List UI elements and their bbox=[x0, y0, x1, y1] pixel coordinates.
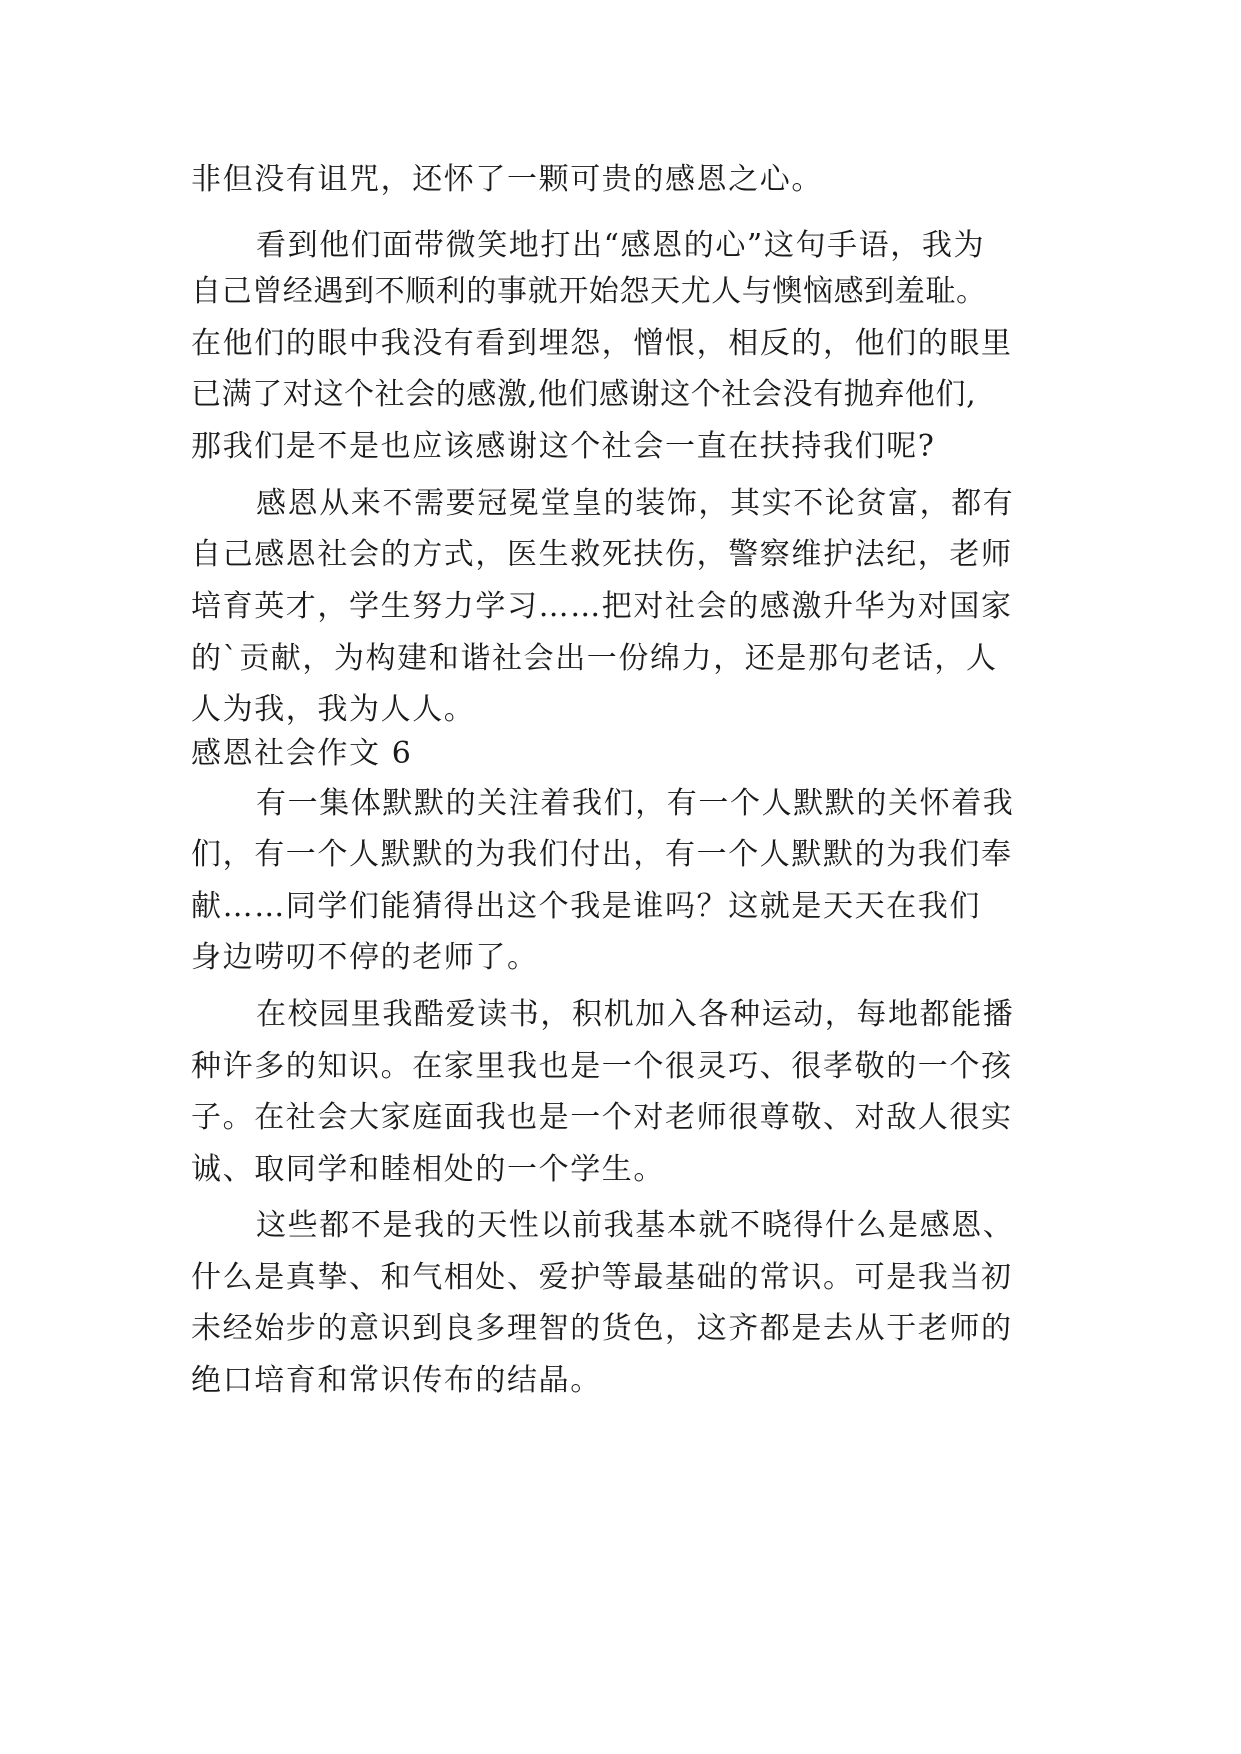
text-line: 种许多的知识。在家里我也是一个很灵巧、很孝敬的一个孩 bbox=[191, 1049, 1013, 1084]
text-line: 那我们是不是也应该感谢这个社会一直在扶持我们呢? bbox=[191, 429, 936, 464]
text-line: 子。在社会大家庭面我也是一个对老师很尊敬、对敌人很实 bbox=[191, 1100, 1013, 1135]
text-line: 非但没有诅咒，还怀了一颗可贵的感恩之心。 bbox=[191, 162, 823, 197]
text-line: 的`贡献，为构建和谐社会出一份绵力，还是那句老话，人 bbox=[191, 641, 998, 676]
text-line: 诚、取同学和睦相处的一个学生。 bbox=[191, 1152, 665, 1187]
text-line: 培育英才，学生努力学习……把对社会的感激升华为对国家 bbox=[191, 589, 1013, 624]
paragraph-first-line: 看到他们面带微笑地打出“感恩的心”这句手语，我为 bbox=[256, 228, 986, 263]
text-line: 献……同学们能猜得出这个我是谁吗？这就是天天在我们 bbox=[191, 889, 981, 924]
text-line: 什么是真挚、和气相处、爱护等最基础的常识。可是我当初 bbox=[191, 1260, 1013, 1295]
paragraph-first-line: 有一集体默默的关注着我们，有一个人默默的关怀着我 bbox=[256, 786, 1015, 821]
paragraph-first-line: 这些都不是我的天性以前我基本就不晓得什么是感恩、 bbox=[256, 1208, 1015, 1243]
text-line: 们，有一个人默默的为我们付出，有一个人默默的为我们奉 bbox=[191, 837, 1013, 872]
text-line: 绝口培育和常识传布的结晶。 bbox=[191, 1363, 602, 1398]
paragraph-first-line: 在校园里我酷爱读书，积机加入各种运动，每地都能播 bbox=[256, 997, 1015, 1032]
text-line: 未经始步的意识到良多理智的货色，这齐都是去从于老师的 bbox=[191, 1311, 1013, 1346]
text-line: 在他们的眼中我没有看到埋怨，憎恨，相反的，他们的眼里 bbox=[191, 326, 1013, 361]
text-line: 自己感恩社会的方式，医生救死扶伤，警察维护法纪，老师 bbox=[191, 537, 1013, 572]
text-line: 已满了对这个社会的感激,他们感谢这个社会没有抛弃他们, bbox=[191, 377, 977, 412]
section-heading: 感恩社会作文 6 bbox=[191, 736, 413, 771]
text-line: 身边唠叨不停的老师了。 bbox=[191, 940, 539, 975]
text-line: 自己曾经遇到不顺利的事就开始怨天尤人与懊恼感到羞耻。 bbox=[191, 274, 987, 309]
text-line: 人为我，我为人人。 bbox=[191, 692, 476, 727]
paragraph-first-line: 感恩从来不需要冠冕堂皇的装饰，其实不论贫富，都有 bbox=[256, 486, 1015, 521]
